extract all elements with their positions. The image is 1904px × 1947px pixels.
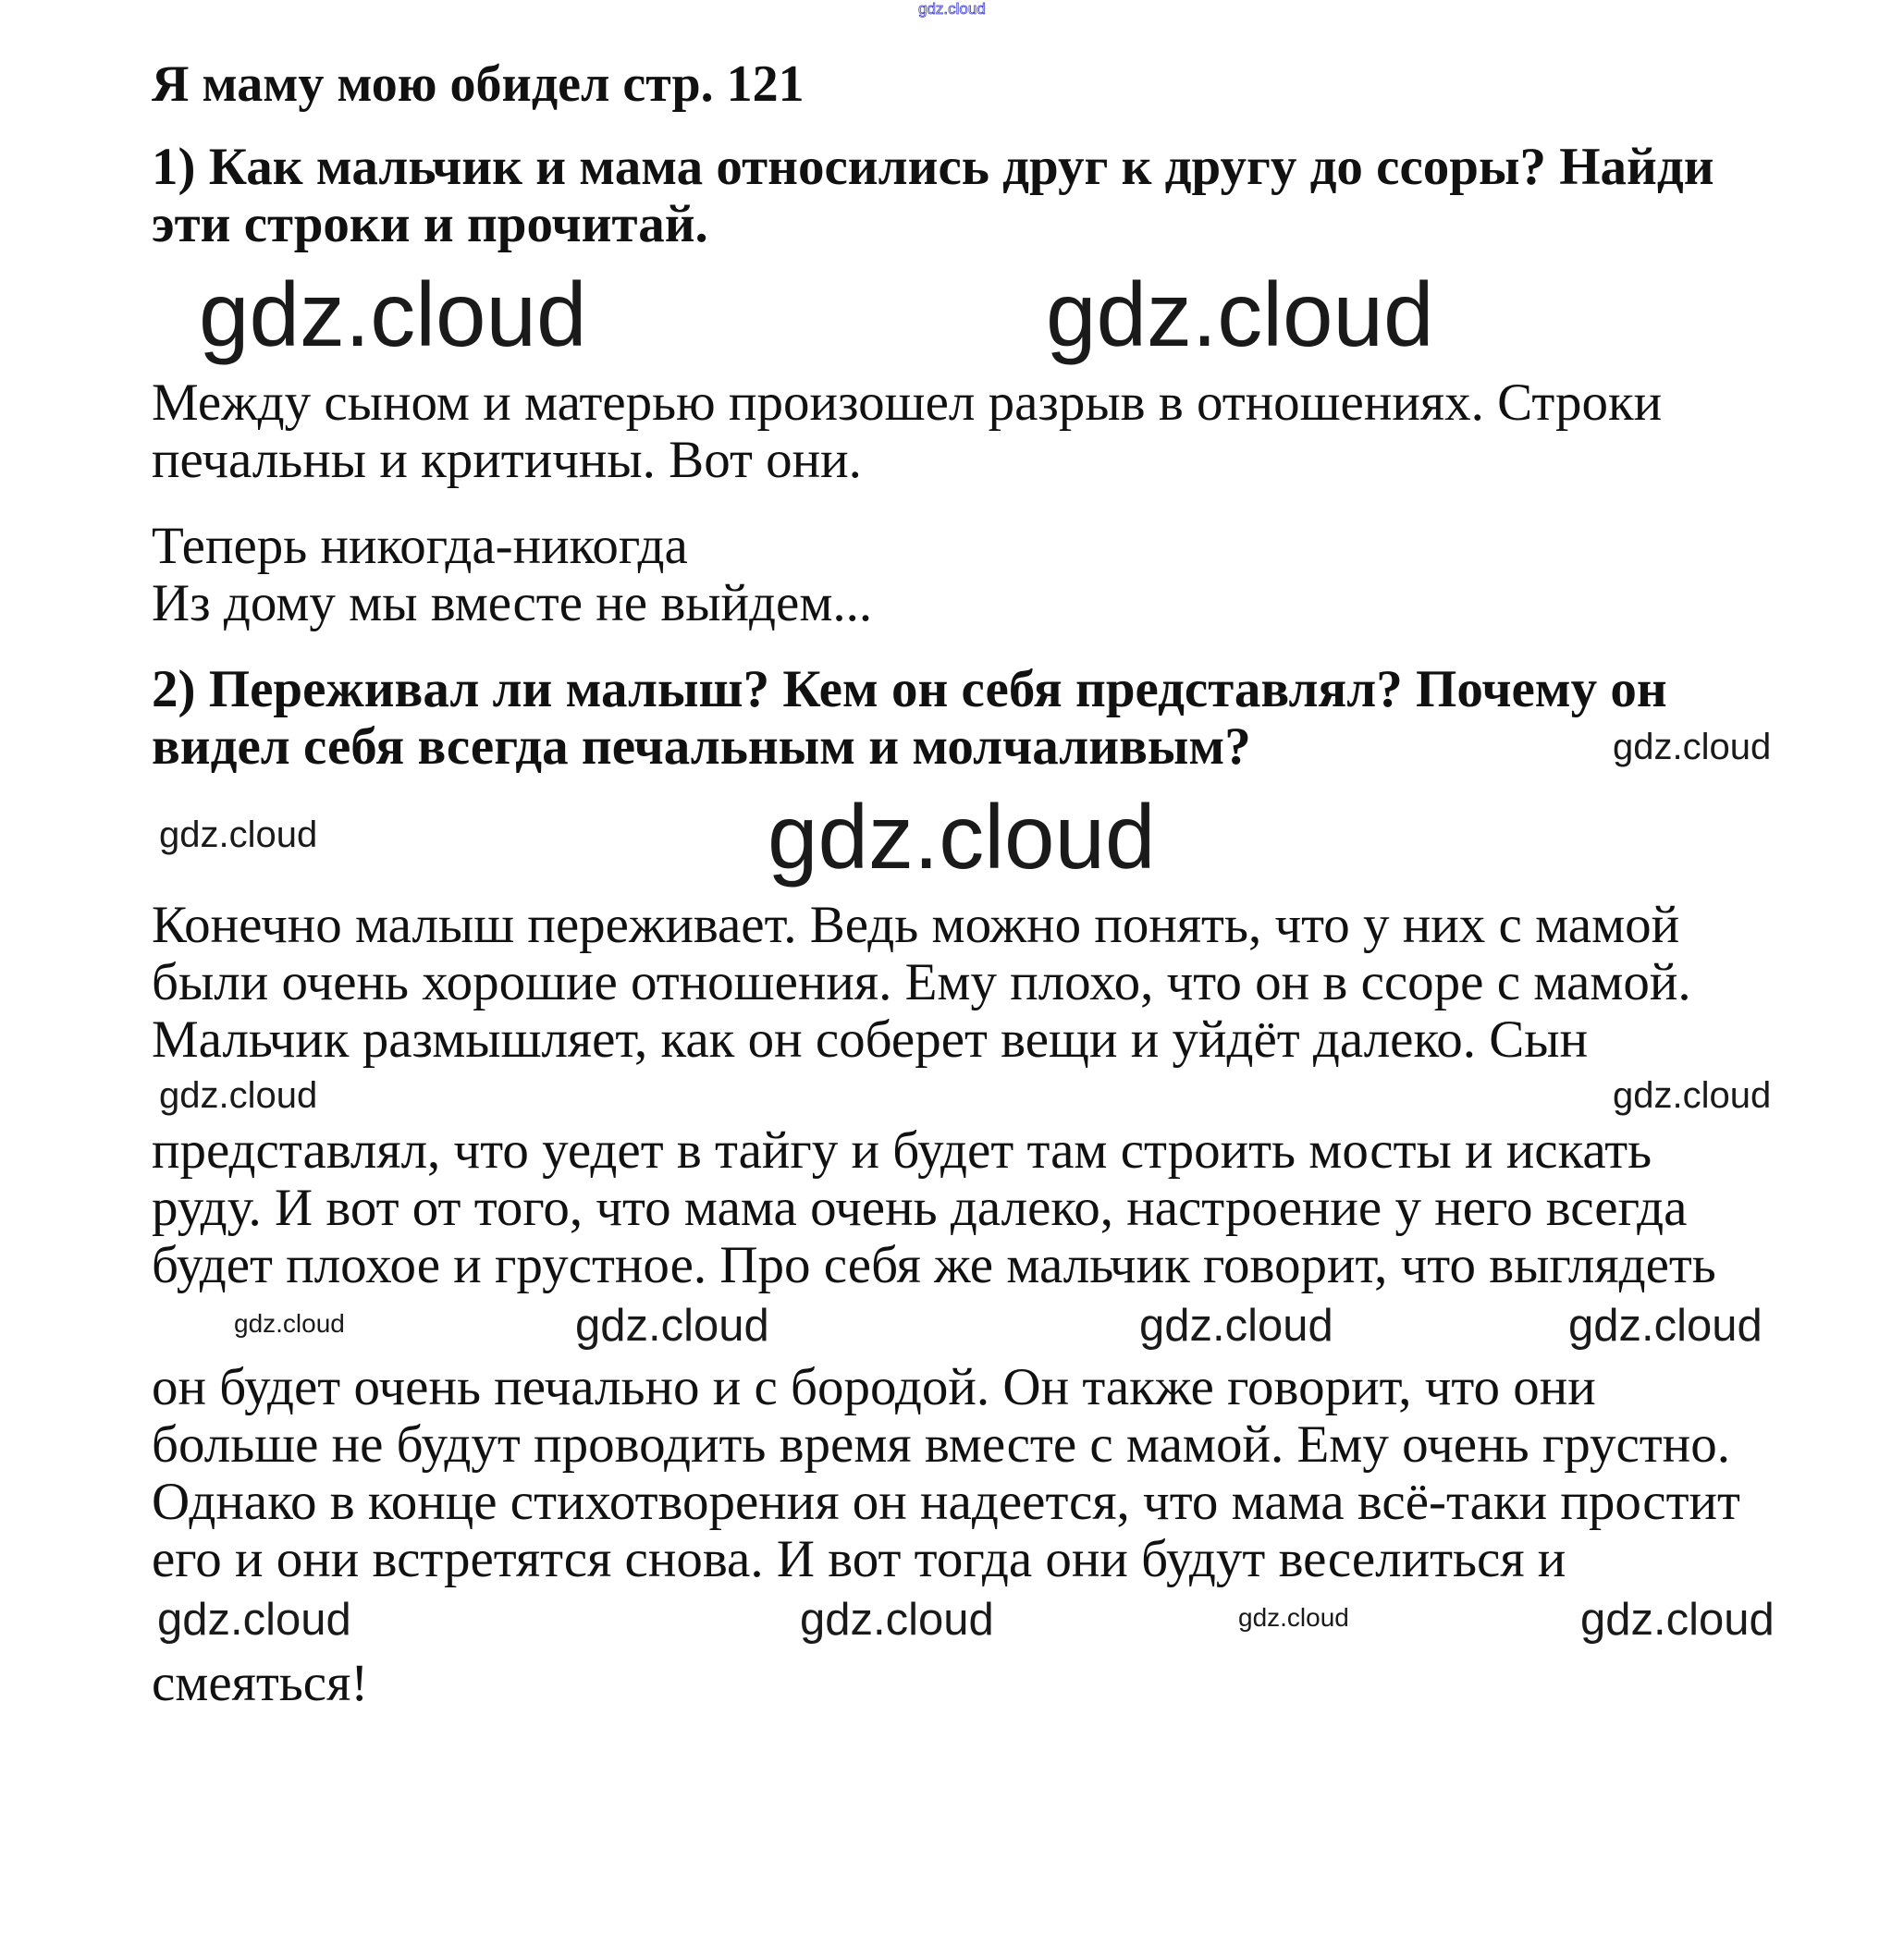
question-1-line: эти строки и прочитай. [152,195,708,253]
watermark: gdz.cloud [575,1301,769,1351]
watermark: gdz.cloud [157,1595,351,1645]
answer-2-line: руду. И вот от того, что мама очень далеко, настроение у него всегда [152,1179,1688,1237]
watermark: gdz.cloud [159,814,318,855]
answer-2-line: Конечно малыш переживает. Ведь можно понять, что у них с мамой [152,896,1680,954]
watermark: gdz.cloud [159,1075,318,1116]
watermark: gdz.cloud [768,786,1156,888]
answer-2-line: больше не будут проводить время вместе с мамой. Ему очень грустно. [152,1415,1730,1474]
answer-1-line: Между сыном и матерью произошел разрыв в отношениях. Строки [152,373,1663,432]
answer-1-line: печальны и критичны. Вот они. [152,431,862,489]
watermark: gdz.cloud [1580,1595,1775,1645]
watermark: gdz.cloud [1046,263,1434,365]
page-title: Я маму мою обидел стр. 121 [152,55,805,113]
verse-line: Из дому мы вместе не выйдем... [152,574,873,632]
answer-2-line: представлял, что уедет в тайгу и будет там строить мосты и искать [152,1121,1652,1180]
watermark: gdz.cloud [800,1595,994,1645]
watermark: gdz.cloud [1613,1075,1772,1116]
watermark-top: gdz.cloud [918,0,986,18]
question-2-line: 2) Переживал ли малыш? Кем он себя представлял? Почему он [152,660,1667,718]
watermark: gdz.cloud [234,1309,345,1338]
answer-2-line: будет плохое и грустное. Про себя же мальчик говорит, что выглядеть [152,1236,1716,1294]
watermark: gdz.cloud [1238,1603,1349,1632]
answer-2-line: Мальчик размышляет, как он соберет вещи и уйдёт далеко. Сын [152,1010,1589,1069]
watermark: gdz.cloud [1139,1301,1333,1351]
answer-2-line: были очень хорошие отношения. Ему плохо, что он в ссоре с мамой. [152,953,1691,1011]
verse-line: Теперь никогда-никогда [152,517,688,575]
question-1-line: 1) Как мальчик и мама относились друг к другу до ссоры? Найди [152,138,1714,196]
watermark: gdz.cloud [1568,1301,1763,1351]
question-2-line: видел себя всегда печальным и молчаливым? [152,717,1251,776]
answer-2-line: его и они встретятся снова. И вот тогда они будут веселиться и [152,1530,1566,1588]
watermark: gdz.cloud [1613,727,1772,767]
answer-2-line: он будет очень печально и с бородой. Он также говорит, что они [152,1358,1596,1416]
answer-2-line: смеяться! [152,1654,369,1712]
answer-2-line: Однако в конце стихотворения он надеется, что мама всё-таки простит [152,1473,1740,1531]
watermark: gdz.cloud [199,263,587,365]
